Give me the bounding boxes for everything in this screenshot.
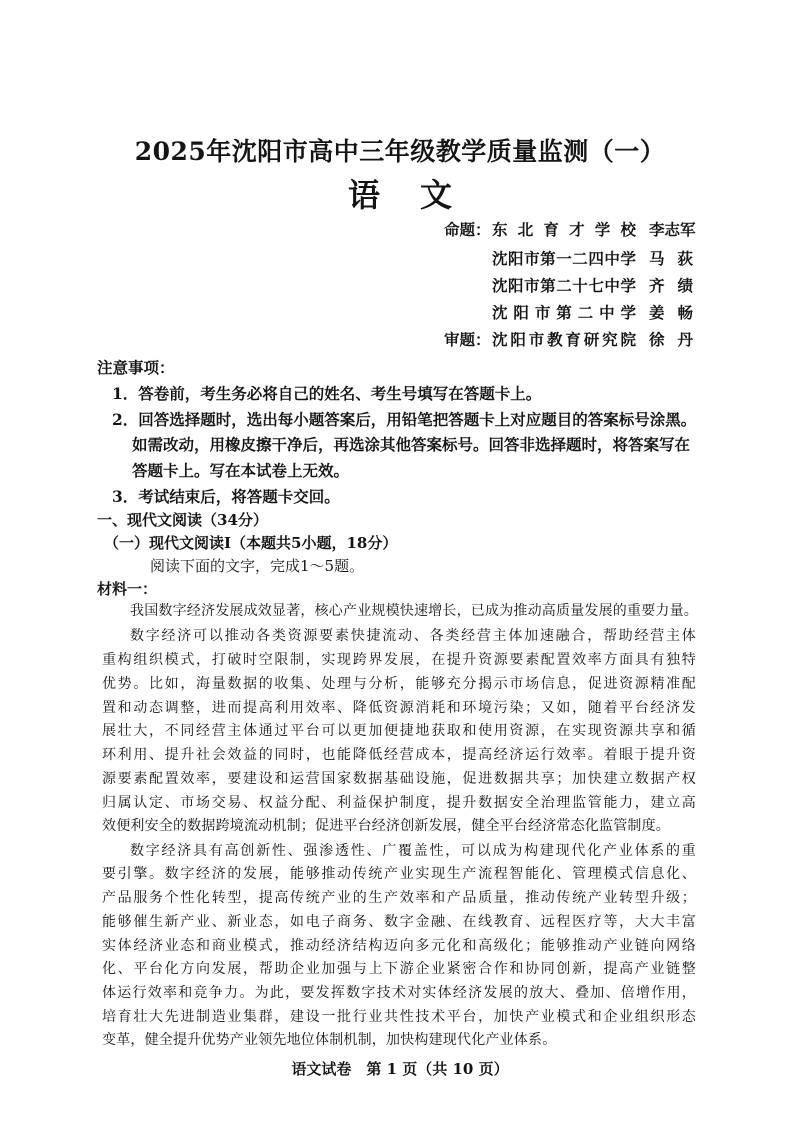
passage-line: 产品服务个性化转型，提高传统产业的生产效率和产品质量，推动传统产业转型升级； [102,890,696,906]
credit-name: 李志军 [649,220,696,239]
passage-line: 要引擎。数字经济的发展，能够推动传统产业实现生产流程智能化、管理模式信息化、 [102,866,696,882]
notice-item-3: 3．考试结束后，将答题卡交回。 [112,487,340,506]
credit-school: 沈阳市第一二四中学 [492,249,636,268]
credit-name: 齐绩 [649,276,693,295]
passage-line: 优势。比如，海量数据的收集、处理与分析，能够充分揭示市场信息，促进资源精准配 [102,676,696,692]
credit-name: 姜畅 [649,303,693,322]
passage-line: 培育壮大先进制造业集群，建设一批行业共性技术平台，加快产业模式和企业组织形态 [102,1009,696,1025]
notice-item-2: 2．回答选择题时，选出每小题答案后，用铅笔把答题卡上对应题目的答案标号涂黑。 [112,410,697,429]
passage-line: 体运行效率和竞争力。为此，要发挥数字技术对实体经济发展的放大、叠加、倍增作用， [102,985,696,1001]
credit-role: 命题： [444,220,491,239]
notice-item-1: 1．答卷前，考生务必将自己的姓名、考生号填写在答题卡上。 [112,384,542,403]
passage-line: 重构组织模式，打破时空限制，实现跨界发展，在提升资源要素配置效率方面具有独特 [102,652,696,668]
passage-line: 源要素配置效率，要建设和运营国家数据基础设施，促进数据共享；加快建立数据产权 [102,771,696,787]
notice-item-2-cont: 答题卡上。写在本试卷上无效。 [132,461,350,480]
section-heading: 一、现代文阅读（34分） [97,511,268,529]
passage-line: 我国数字经济发展成效显著，核心产业规模快速增长，已成为推动高质量发展的重要力量。 [130,603,698,619]
notice-heading: 注意事项： [97,358,175,377]
passage-line: 置和动态调整，进而提高利用效率、降低资源消耗和环境污染；又如，随着平台经济发 [102,700,696,716]
credit-school: 沈阳市第二中学 [492,303,636,322]
notice-item-2-cont: 如需改动，用橡皮擦干净后，再选涂其他答案标号。回答非选择题时，将答案写在 [132,435,691,454]
passage-line: 归属认定、市场交易、权益分配、利益保护制度，提升数据安全治理监管能力，建立高 [102,795,696,811]
credit-name: 徐丹 [649,330,693,349]
subject-title: 语文 [347,176,492,214]
credit-school: 沈阳市教育研究院 [492,330,636,349]
passage-line: 化、平台化方向发展，帮助企业加强与上下游企业紧密合作和协同创新，提高产业链整 [102,961,696,977]
passage-line: 展壮大，不同经营主体通过平台可以更加便捷地获取和使用资源，在实现资源共享和循 [102,723,696,739]
exam-title: 2025年沈阳市高中三年级教学质量监测（一） [134,137,666,166]
passage-line: 环利用、提升社会效益的同时，也能降低经营成本，提高经济运行效率。着眼于提升资 [102,747,696,763]
reading-instruction: 阅读下面的文字，完成1～5题。 [150,557,365,575]
passage-line: 变革，健全提升优势产业领先地位体制机制，加快构建现代化产业体系。 [102,1032,557,1048]
passage-line: 能够催生新产业、新业态，如电子商务、数字金融、在线教育、远程医疗等，大大丰富 [102,914,696,930]
passage-line: 数字经济具有高创新性、强渗透性、广覆盖性，可以成为构建现代化产业体系的重 [130,843,696,859]
credit-name: 马荻 [649,249,693,268]
credit-school: 沈阳市第二十七中学 [492,276,636,295]
passage-line: 数字经济可以推动各类资源要素快捷流动、各类经营主体加速融合，帮助经营主体 [130,628,696,644]
passage-line: 实体经济业态和商业模式，推动经济结构迈向多元化和高级化；能够推动产业链向网络 [102,938,696,954]
material-label: 材料一： [97,580,158,598]
credit-role: 审题： [444,330,491,349]
passage-line: 效便利安全的数据跨境流动机制；促进平台经济创新发展，健全平台经济常态化监管制度。 [102,818,670,834]
credit-school: 东北育才学校 [492,220,636,239]
subsection-heading: （一）现代文阅读Ⅰ（本题共5小题，18分） [104,534,398,552]
page-footer: 语文试卷 第 1 页（共 10 页） [291,1060,509,1078]
